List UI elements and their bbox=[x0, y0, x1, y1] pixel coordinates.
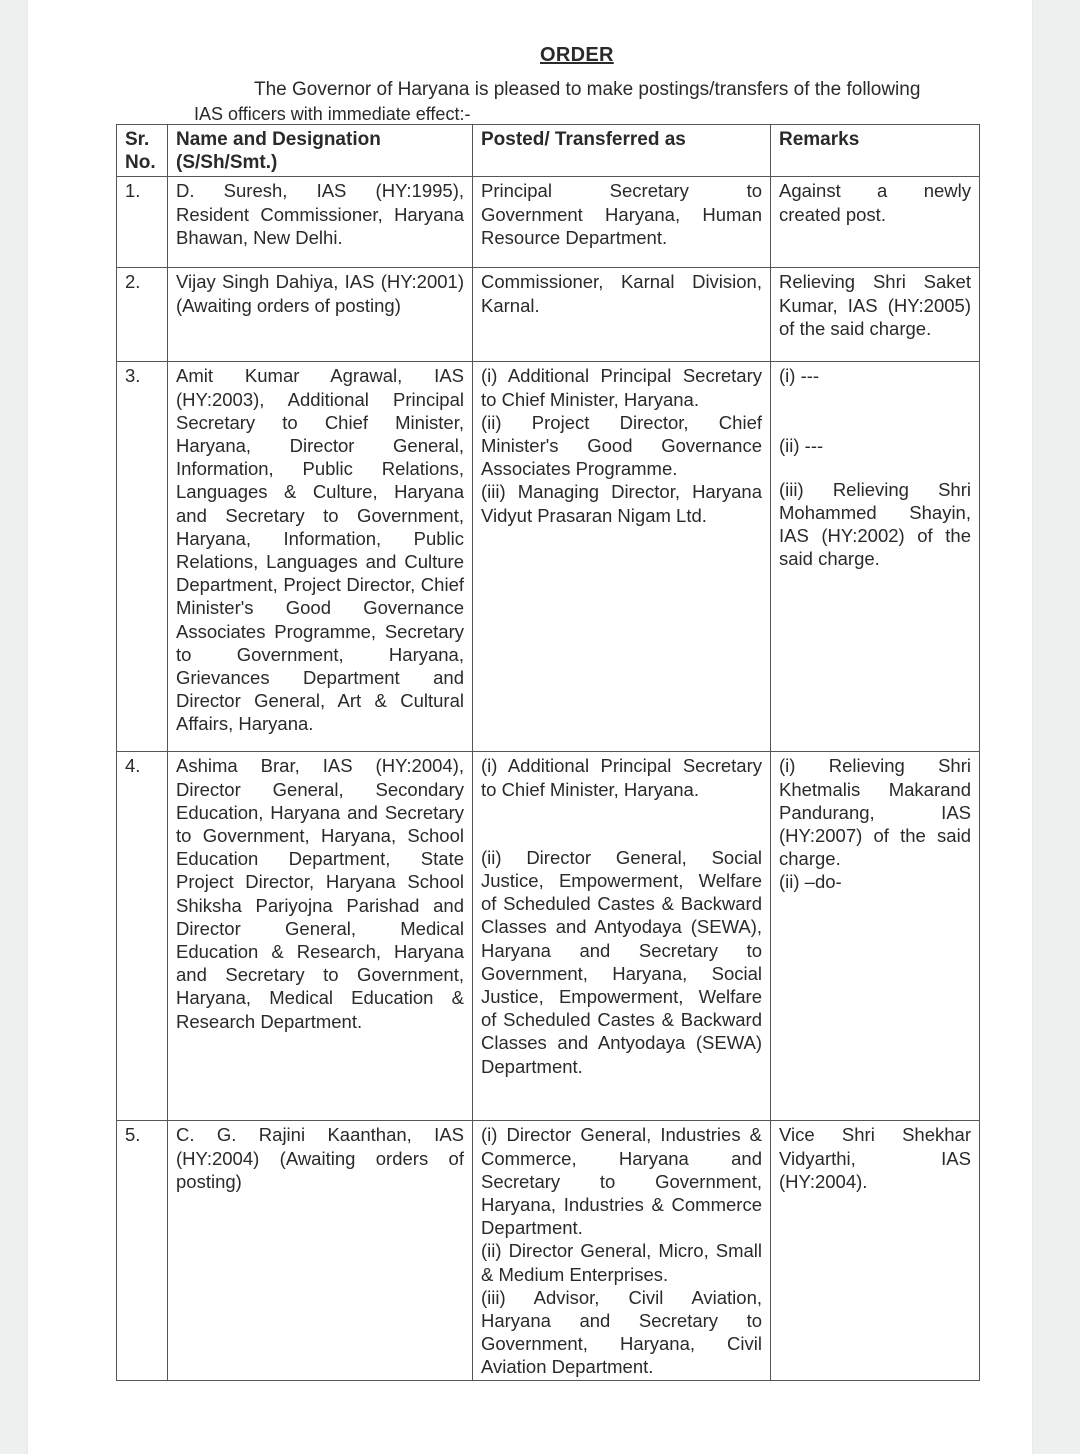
posted-item: (i) Additional Principal Secretary to Chief Minister, Haryana. bbox=[481, 365, 762, 410]
posted-item: (ii) Director General, Micro, Small & Medium Enterprises. bbox=[481, 1240, 762, 1285]
row-posted: Principal Secretary to Government Haryana, Human Resource Department. bbox=[473, 177, 771, 268]
header-posted-transferred: Posted/ Transferred as bbox=[473, 125, 771, 177]
remarks-item: (i) Relieving Shri Khetmalis Makarand Pandurang, IAS (HY:2007) of the said charge. bbox=[779, 755, 971, 870]
remarks-item: (ii) --- bbox=[779, 434, 824, 456]
posted-item: (i) Additional Principal Secretary to Chief Minister, Haryana. bbox=[481, 755, 762, 800]
spacer bbox=[481, 801, 762, 846]
row-sr: 2. bbox=[117, 268, 168, 362]
remarks-item: (i) --- bbox=[779, 365, 820, 387]
table-row bbox=[117, 1121, 980, 1380]
row-name: C. G. Rajini Kaanthan, IAS (HY:2004) (Awaiting orders of posting) bbox=[168, 1121, 473, 1380]
row-name: Ashima Brar, IAS (HY:2004), Director General, Secondary Education, Haryana and Secretary to Government, Haryana, School Education Department, State Project Director, Haryana School Shiksha Pariyojna Parishad and Director General, Medical Education & Research, Haryana and Secretary to Government, Haryana, Medical Education & Research Department. bbox=[168, 752, 473, 1121]
table-row bbox=[117, 177, 980, 268]
posted-item: (iii) Advisor, Civil Aviation, Haryana and Secretary to Government, Haryana, Civil Aviation Department. bbox=[481, 1286, 762, 1378]
row-posted bbox=[473, 1121, 771, 1380]
header-name-designation: Name and Designation (S/Sh/Smt.) bbox=[168, 125, 473, 177]
remarks-item: (ii) –do- bbox=[779, 871, 842, 893]
row-posted: Commissioner, Karnal Division, Karnal. bbox=[473, 268, 771, 362]
postings-table bbox=[116, 124, 980, 1381]
intro-line-2: IAS officers with immediate effect:- bbox=[194, 104, 471, 124]
table-row bbox=[117, 268, 980, 362]
row-sr: 5. bbox=[117, 1121, 168, 1380]
spacer bbox=[779, 457, 971, 478]
row-sr: 3. bbox=[117, 362, 168, 752]
row-name: Vijay Singh Dahiya, IAS (HY:2001) (Awaiting orders of posting) bbox=[168, 268, 473, 362]
posted-item: (iii) Managing Director, Haryana Vidyut Prasaran Nigam Ltd. bbox=[481, 481, 762, 526]
row-remarks: Vice Shri Shekhar Vidyarthi, IAS (HY:2004). bbox=[771, 1121, 980, 1380]
row-sr: 4. bbox=[117, 752, 168, 1121]
row-remarks: Against a newly created post. bbox=[771, 177, 980, 268]
spacer bbox=[779, 388, 971, 434]
table-header-row bbox=[117, 125, 980, 177]
row-name: Amit Kumar Agrawal, IAS (HY:2003), Additional Principal Secretary to Chief Minister, Haryana, Director General, Information, Public Relations, Languages & Culture, Haryana and Secretary to Government, Haryana, Information, Public Relations, Languages and Culture Department, Project Director, Chief Minister's Good Governance Associates Programme, Secretary to Government, Haryana, Grievances Department and Director General, Art & Cultural Affairs, Haryana. bbox=[168, 362, 473, 752]
row-posted bbox=[473, 752, 771, 1121]
order-title: ORDER bbox=[540, 44, 614, 66]
posted-item: (ii) Project Director, Chief Minister's Good Governance Associates Programme. bbox=[481, 411, 762, 480]
posted-item: (ii) Director General, Social Justice, Empowerment, Welfare of Scheduled Castes & Backward Classes and Antyodaya (SEWA), Haryana and Secretary to Government, Haryana, Social Justice, Empowerment, Welfare of Scheduled Castes & Backward Classes and Antyodaya (SEWA) Department. bbox=[481, 846, 762, 1077]
table-row bbox=[117, 752, 980, 1121]
intro-line-1: The Governor of Haryana is pleased to make postings/transfers of the following bbox=[254, 79, 921, 100]
row-name: D. Suresh, IAS (HY:1995), Resident Commissioner, Haryana Bhawan, New Delhi. bbox=[168, 177, 473, 268]
row-remarks bbox=[771, 362, 980, 752]
order-intro bbox=[194, 78, 994, 126]
row-sr: 1. bbox=[117, 177, 168, 268]
row-remarks bbox=[771, 752, 980, 1121]
header-remarks: Remarks bbox=[771, 125, 980, 177]
row-remarks: Relieving Shri Saket Kumar, IAS (HY:2005) of the said charge. bbox=[771, 268, 980, 362]
remarks-item: (iii) Relieving Shri Mohammed Shayin, IAS (HY:2002) of the said charge. bbox=[779, 478, 971, 570]
row-posted bbox=[473, 362, 771, 752]
header-sr-no: Sr. No. bbox=[117, 125, 168, 177]
posted-item: (i) Director General, Industries & Commerce, Haryana and Secretary to Government, Haryana, Industries & Commerce Department. bbox=[481, 1124, 762, 1239]
table-row bbox=[117, 362, 980, 752]
